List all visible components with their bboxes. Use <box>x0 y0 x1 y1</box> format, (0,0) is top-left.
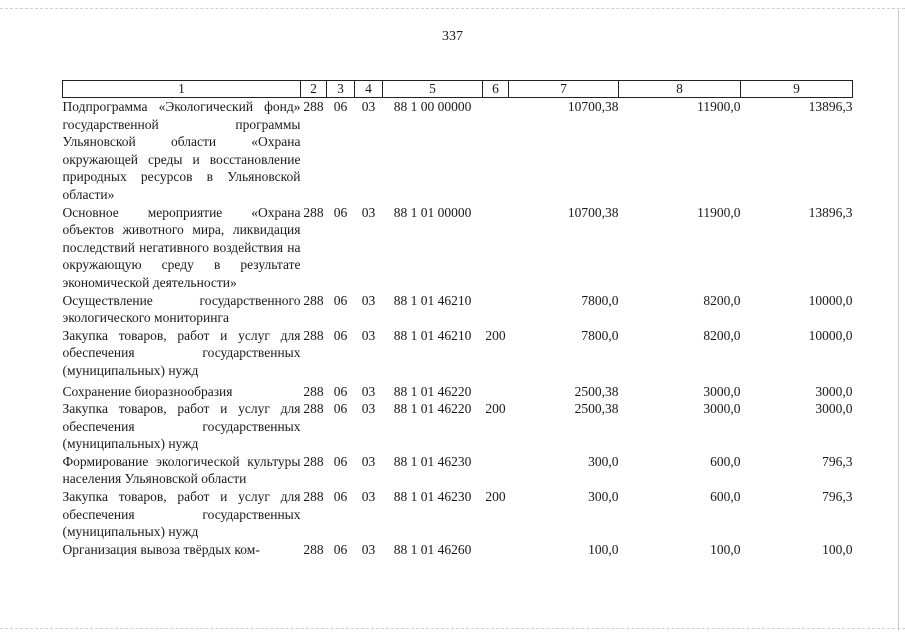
row-expense-type <box>483 292 509 327</box>
row-admin-code: 288 <box>303 99 324 114</box>
scan-edge-right <box>898 10 899 630</box>
row-section-code: 06 <box>333 453 348 469</box>
row-amount-col7: 7800,0 <box>581 327 619 343</box>
row-amount-col8: 3000,0 <box>703 401 741 417</box>
table-row <box>63 541 853 559</box>
row-amount-col8: 3000,0 <box>703 383 741 399</box>
scan-edge-bottom <box>0 628 905 630</box>
row-amount-col8: 11900,0 <box>697 204 741 220</box>
row-name: Закупка товаров, работ и услуг для обеспечения государственных (муниципальных) нужд <box>62 401 301 452</box>
row-amount-col7: 10700,38 <box>567 204 619 220</box>
row-target-article: 88 1 01 00000 <box>393 204 472 220</box>
row-amount-col8: 100,0 <box>710 541 741 557</box>
row-admin-code: 288 <box>303 204 324 220</box>
table-row <box>63 380 853 401</box>
row-expense-type: 200 <box>485 401 506 417</box>
row-target-article: 88 1 01 46210 <box>393 292 472 308</box>
row-expense-type <box>483 453 509 488</box>
row-expense-type: 200 <box>485 489 506 505</box>
row-target-article: 88 1 00 00000 <box>393 99 472 114</box>
row-amount-col8: 600,0 <box>710 489 741 505</box>
row-amount-col7: 10700,38 <box>567 99 619 114</box>
row-subsection-code: 03 <box>361 204 376 220</box>
row-admin-code: 288 <box>303 453 324 469</box>
row-admin-code: 288 <box>303 292 324 308</box>
table-row <box>63 98 853 204</box>
row-amount-col8: 11900,0 <box>697 99 741 114</box>
row-amount-col7: 300,0 <box>588 489 619 505</box>
row-target-article: 88 1 01 46230 <box>393 489 472 505</box>
row-expense-type <box>483 541 509 559</box>
table-header <box>63 81 853 98</box>
header-row <box>63 81 853 98</box>
row-amount-col9: 100,0 <box>822 541 853 557</box>
row-amount-col7: 300,0 <box>588 453 619 469</box>
table-row <box>63 327 853 380</box>
row-amount-col8: 8200,0 <box>703 327 741 343</box>
row-name: Осуществление государственного экологического мониторинга <box>62 292 301 326</box>
row-amount-col9: 3000,0 <box>815 401 853 417</box>
row-section-code: 06 <box>333 489 348 505</box>
row-name: Основное мероприятие «Охрана объектов животного мира, ликвидация последствий негативного воздействия на окружающую среду в результате экономической деятельности» <box>62 204 301 290</box>
table-row <box>63 488 853 541</box>
row-name: Организация вывоза твёрдых ком- <box>62 541 260 557</box>
row-section-code: 06 <box>333 541 348 557</box>
row-target-article: 88 1 01 46220 <box>393 401 472 417</box>
row-admin-code: 288 <box>303 489 324 505</box>
row-amount-col7: 100,0 <box>588 541 619 557</box>
row-subsection-code: 03 <box>361 99 376 114</box>
row-admin-code: 288 <box>303 401 324 417</box>
row-section-code: 06 <box>333 327 348 343</box>
row-subsection-code: 03 <box>361 292 376 308</box>
row-target-article: 88 1 01 46220 <box>393 383 472 399</box>
row-admin-code: 288 <box>303 327 324 343</box>
header-col-4: 4 <box>355 81 383 98</box>
row-subsection-code: 03 <box>361 327 376 343</box>
row-amount-col7: 2500,38 <box>574 383 619 399</box>
row-subsection-code: 03 <box>361 489 376 505</box>
table-row <box>63 453 853 488</box>
row-section-code: 06 <box>333 204 348 220</box>
row-admin-code: 288 <box>303 541 324 557</box>
row-amount-col9: 3000,0 <box>815 383 853 399</box>
header-col-3: 3 <box>327 81 355 98</box>
row-name: Сохранение биоразнообразия <box>62 383 233 399</box>
row-expense-type <box>483 204 509 292</box>
row-name: Формирование экологической культуры населения Ульяновской области <box>62 453 301 487</box>
row-expense-type <box>483 98 509 204</box>
header-col-5: 5 <box>383 81 483 98</box>
budget-table <box>62 80 853 558</box>
table-row <box>63 292 853 327</box>
row-subsection-code: 03 <box>361 453 376 469</box>
row-amount-col7: 7800,0 <box>581 292 619 308</box>
header-col-6: 6 <box>483 81 509 98</box>
row-target-article: 88 1 01 46230 <box>393 453 472 469</box>
row-expense-type <box>483 380 509 401</box>
table-row <box>63 204 853 292</box>
row-expense-type: 200 <box>485 327 506 343</box>
header-col-7: 7 <box>509 81 619 98</box>
table-body <box>63 98 853 559</box>
row-target-article: 88 1 01 46210 <box>393 327 472 343</box>
row-name: Закупка товаров, работ и услуг для обеспечения государственных (муниципальных) нужд <box>62 327 301 378</box>
header-col-2: 2 <box>301 81 327 98</box>
row-amount-col9: 10000,0 <box>808 292 853 308</box>
row-name: Закупка товаров, работ и услуг для обеспечения государственных (муниципальных) нужд <box>62 489 301 540</box>
row-amount-col7: 2500,38 <box>574 401 619 417</box>
row-section-code: 06 <box>333 401 348 417</box>
row-subsection-code: 03 <box>361 541 376 557</box>
row-subsection-code: 03 <box>361 401 376 417</box>
row-admin-code: 288 <box>303 383 324 399</box>
header-col-8: 8 <box>619 81 741 98</box>
row-section-code: 06 <box>333 292 348 308</box>
page-number: 337 <box>442 29 463 44</box>
row-target-article: 88 1 01 46260 <box>393 541 472 557</box>
row-amount-col9: 13896,3 <box>808 99 853 114</box>
row-amount-col8: 8200,0 <box>703 292 741 308</box>
row-amount-col8: 600,0 <box>710 453 741 469</box>
row-section-code: 06 <box>333 99 348 114</box>
header-col-9: 9 <box>741 81 853 98</box>
header-col-1: 1 <box>63 81 301 98</box>
row-subsection-code: 03 <box>361 383 376 399</box>
row-amount-col9: 796,3 <box>822 489 853 505</box>
table-row <box>63 400 853 453</box>
row-amount-col9: 13896,3 <box>808 204 853 220</box>
scan-edge-top <box>0 8 905 10</box>
row-name: Подпрограмма «Экологический фонд» государственной программы Ульяновской области «Охрана окружающей среды и восстановление природных ресурсов в Ульяновской области» <box>62 99 301 202</box>
row-amount-col9: 796,3 <box>822 453 853 469</box>
row-section-code: 06 <box>333 383 348 399</box>
row-amount-col9: 10000,0 <box>808 327 853 343</box>
